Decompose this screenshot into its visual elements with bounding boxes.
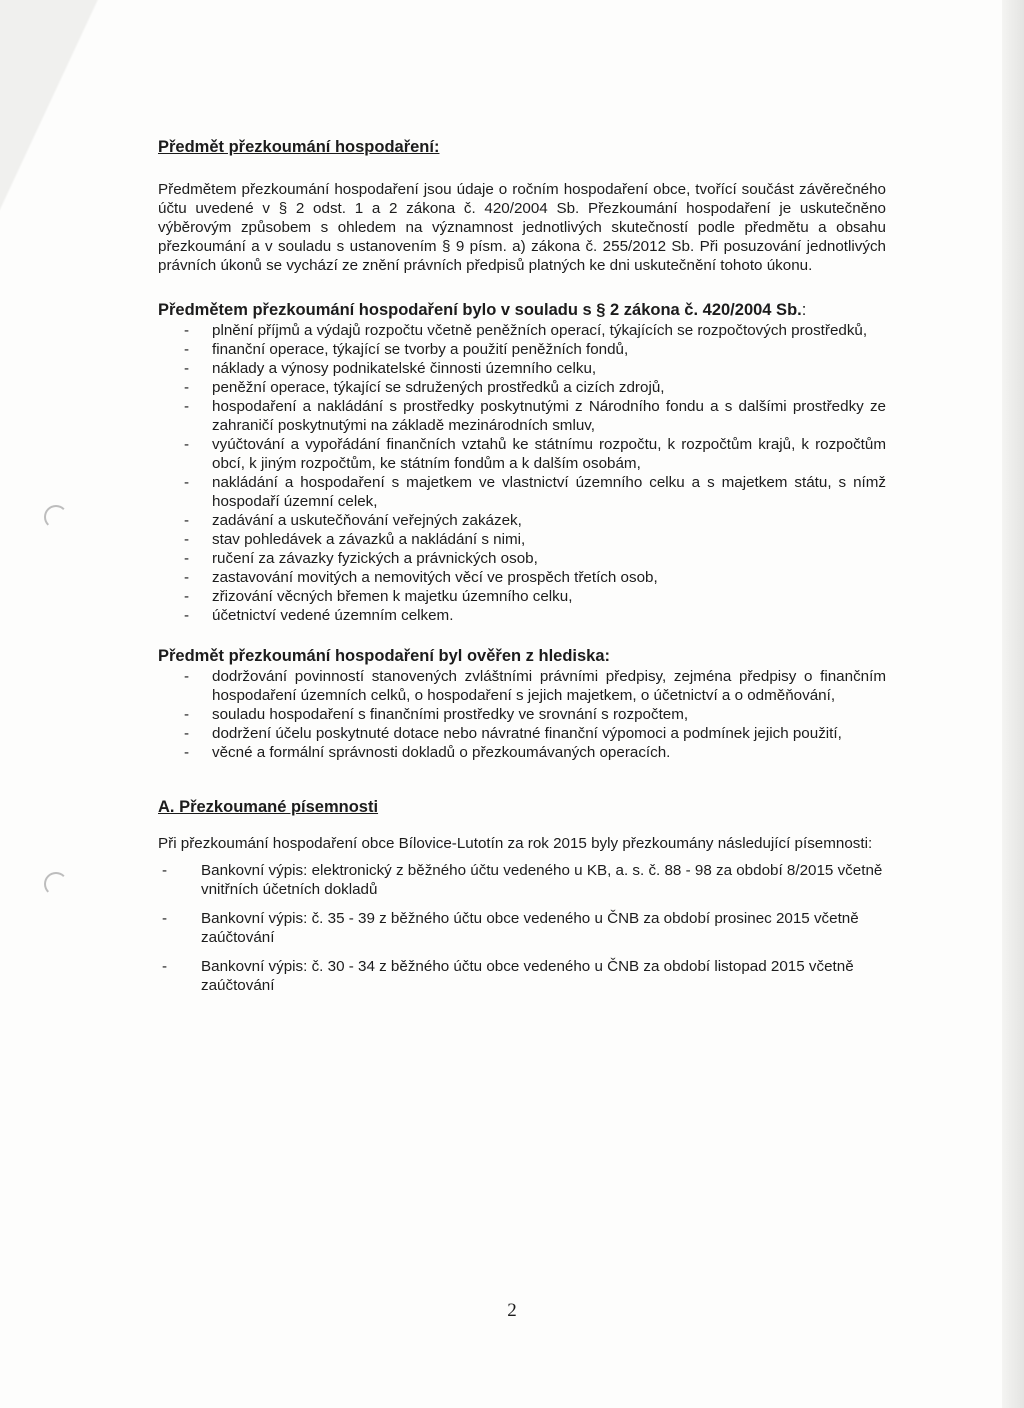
list-item: - zadávání a uskutečňování veřejných zakázek, <box>158 511 886 530</box>
list-item: - dodržování povinností stanovených zvláštními právními předpisy, zejména předpisy o finančním hospodaření územních celků, o hospodaření s jejich majetkem, o účetnictví a o odměňování, <box>158 667 886 705</box>
scan-edge-shadow <box>1002 0 1024 1408</box>
list-item: - stav pohledávek a závazků a nakládání s nimi, <box>158 530 886 549</box>
scope-list <box>158 321 886 625</box>
list-item: - Bankovní výpis: č. 30 - 34 z běžného účtu obce vedeného u ČNB za období listopad 2015 včetně zaúčtování <box>158 957 886 995</box>
subject-paragraph: Předmětem přezkoumání hospodaření jsou údaje o ročním hospodaření obce, tvořící součást závěrečného účtu uvedené v § 2 odst. 1 a 2 zákona č. 420/2004 Sb. Přezkoumání hospodaření je uskutečněno výběrovým způsobem s ohledem na významnost jednotlivých skutečností podle předmětu a obsahu přezkoumání a v souladu s ustanovením § 9 písm. a) zákona č. 255/2012 Sb. Při posuzování jednotlivých právních úkonů se vychází ze znění právních předpisů platných ke dni uskutečnění tohoto úkonu. <box>158 181 886 274</box>
section-heading-reviewed-documents: A. Přezkoumané písemnosti <box>158 798 379 816</box>
list-item: - věcné a formální správnosti dokladů o přezkoumávaných operacích. <box>158 743 886 762</box>
list-item: - zastavování movitých a nemovitých věcí ve prospěch třetích osob, <box>158 568 886 587</box>
verification-list <box>158 667 886 762</box>
list-item: - náklady a výnosy podnikatelské činnosti územního celku, <box>158 359 886 378</box>
list-item: - hospodaření a nakládání s prostředky poskytnutými z Národního fondu a s dalšími prostředky ze zahraničí poskytnutými na základě mezinárodních smluv, <box>158 397 886 435</box>
reviewed-documents-list <box>158 861 886 995</box>
page-number: 2 <box>507 1300 517 1321</box>
section-heading-scope <box>158 299 886 321</box>
list-item: - zřizování věcných břemen k majetku územního celku, <box>158 587 886 606</box>
list-item: - nakládání a hospodaření s majetkem ve vlastnictví územního celku a s majetkem státu, s nímž hospodaří územní celek, <box>158 473 886 511</box>
list-item: - dodržení účelu poskytnuté dotace nebo návratné finanční výpomoci a podmínek jejich použití, <box>158 724 886 743</box>
scope-heading-text: Předmětem přezkoumání hospodaření bylo v souladu s § 2 zákona č. 420/2004 Sb. <box>158 301 802 319</box>
list-item: - peněžní operace, týkající se sdružených prostředků a cizích zdrojů, <box>158 378 886 397</box>
section-heading-verification: Předmět přezkoumání hospodaření byl ověřen z hlediska: <box>158 647 611 665</box>
list-item: - účetnictví vedené územním celkem. <box>158 606 886 625</box>
document-content <box>158 136 886 1005</box>
section-heading-subject: Předmět přezkoumání hospodaření: <box>158 138 440 156</box>
list-item: - finanční operace, týkající se tvorby a použití peněžních fondů, <box>158 340 886 359</box>
punch-hole-mark <box>44 872 68 896</box>
reviewed-documents-intro: Při přezkoumání hospodaření obce Bílovice-Lutotín za rok 2015 byly přezkoumány následující písemnosti: <box>158 835 873 852</box>
list-item: - Bankovní výpis: č. 35 - 39 z běžného účtu obce vedeného u ČNB za období prosinec 2015 včetně zaúčtování <box>158 909 886 947</box>
scope-heading-colon: : <box>801 301 807 319</box>
punch-hole-mark <box>44 505 68 529</box>
page-fold-shadow <box>0 0 120 260</box>
list-item: - plnění příjmů a výdajů rozpočtu včetně peněžních operací, týkajících se rozpočtových prostředků, <box>158 321 886 340</box>
list-item: - vyúčtování a vypořádání finančních vztahů ke státnímu rozpočtu, k rozpočtům krajů, k rozpočtům obcí, k jiným rozpočtům, ke státním fondům a k dalším osobám, <box>158 435 886 473</box>
list-item: - Bankovní výpis: elektronický z běžného účtu vedeného u KB, a. s. č. 88 - 98 za období 8/2015 včetně vnitřních účetních dokladů <box>158 861 886 899</box>
list-item: - ručení za závazky fyzických a právnických osob, <box>158 549 886 568</box>
list-item: - souladu hospodaření s finančními prostředky ve srovnání s rozpočtem, <box>158 705 886 724</box>
